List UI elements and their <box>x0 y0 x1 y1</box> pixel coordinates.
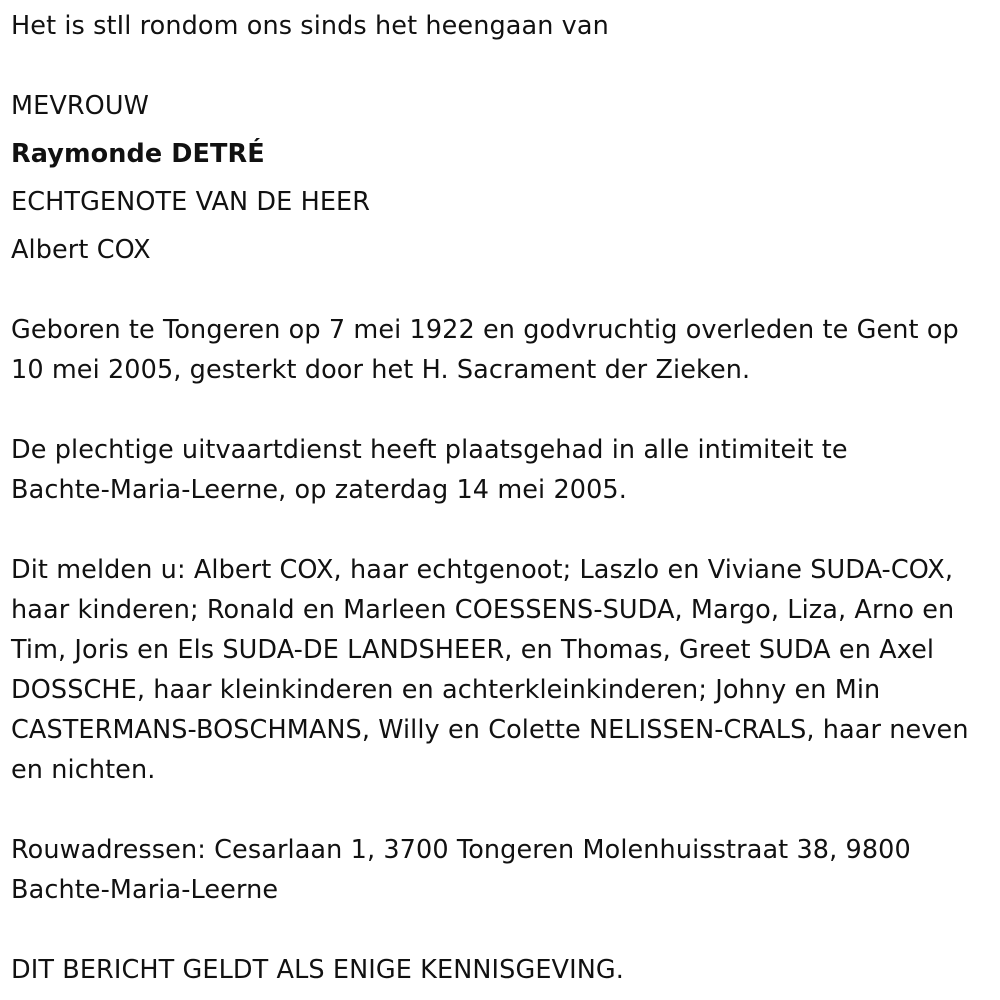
title-prefix: MEVROUW <box>11 91 149 121</box>
paragraph-line: Geboren te Tongeren op 7 mei 1922 en godvruchtig overleden te Gent op <box>11 315 959 345</box>
paragraph-line: CASTERMANS-BOSCHMANS, Willy en Colette NELISSEN-CRALS, haar neven <box>11 715 969 745</box>
notice-text: DIT BERICHT GELDT ALS ENIGE KENNISGEVING. <box>11 955 624 985</box>
intro-text: Het is stIl rondom ons sinds het heengaan van <box>11 11 609 41</box>
funeral-paragraph <box>11 430 991 510</box>
paragraph-line: haar kinderen; Ronald en Marleen COESSENS-SUDA, Margo, Liza, Arno en <box>11 595 955 625</box>
paragraph-line: Bachte-Maria-Leerne <box>11 875 279 905</box>
addresses-paragraph <box>11 830 991 910</box>
paragraph-line: De plechtige uitvaartdienst heeft plaatsgehad in alle intimiteit te <box>11 435 848 465</box>
paragraph-line: Dit melden u: Albert COX, haar echtgenoot; Laszlo en Viviane SUDA-COX, <box>11 555 954 585</box>
family-paragraph <box>11 550 991 790</box>
deceased-name: Raymonde DETRÉ <box>11 139 265 169</box>
paragraph-line: Tim, Joris en Els SUDA-DE LANDSHEER, en Thomas, Greet SUDA en Axel <box>11 635 935 665</box>
relation-text: ECHTGENOTE VAN DE HEER <box>11 187 371 217</box>
paragraph-line: Bachte-Maria-Leerne, op zaterdag 14 mei 2005. <box>11 475 627 505</box>
paragraph-line: 10 mei 2005, gesterkt door het H. Sacrament der Zieken. <box>11 355 751 385</box>
paragraph-line: DOSSCHE, haar kleinkinderen en achterkleinkinderen; Johny en Min <box>11 675 881 705</box>
spouse-name: Albert COX <box>11 235 151 265</box>
paragraph-line: en nichten. <box>11 755 156 785</box>
birth-death-paragraph <box>11 310 991 390</box>
paragraph-line: Rouwadressen: Cesarlaan 1, 3700 Tongeren Molenhuisstraat 38, 9800 <box>11 835 911 865</box>
